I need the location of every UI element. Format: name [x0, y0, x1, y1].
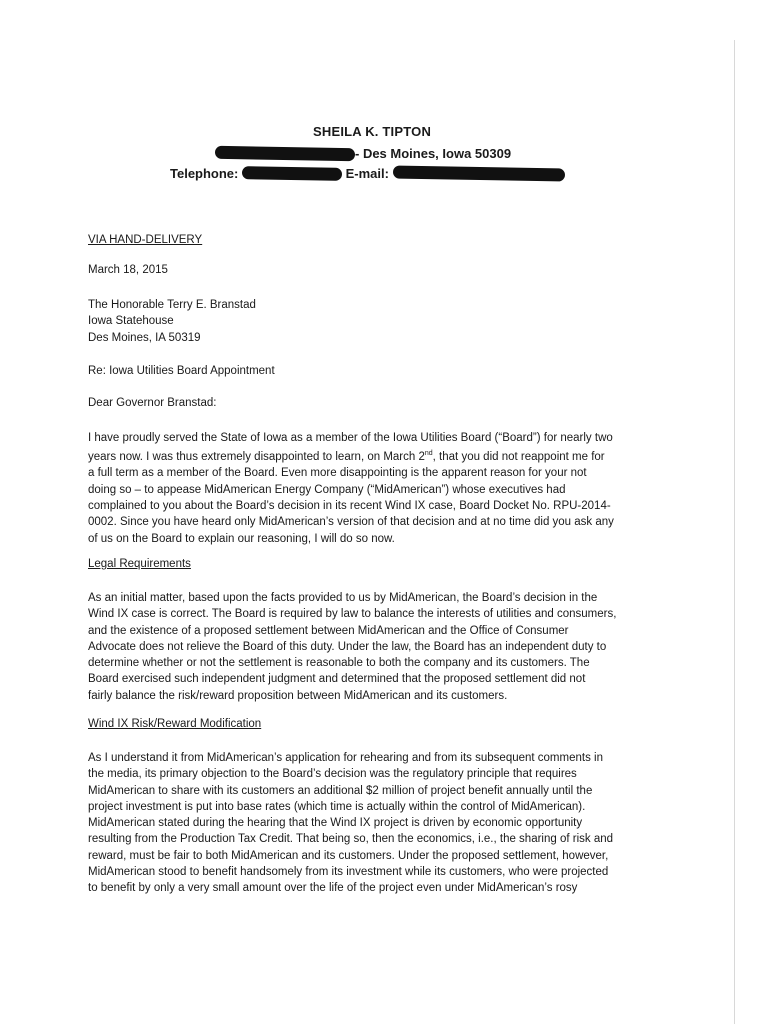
recipient-line3: Des Moines, IA 50319 [88, 331, 201, 344]
sender-city: - Des Moines, Iowa 50309 [355, 146, 512, 161]
redacted-telephone [242, 166, 342, 181]
re-line: Re: Iowa Utilities Board Appointment [88, 365, 275, 377]
redacted-street-address [215, 146, 355, 161]
recipient-name: The Honorable Terry E. Branstad [88, 299, 256, 311]
page-edge-line [734, 40, 735, 1024]
recipient-line2: Iowa Statehouse [88, 315, 174, 328]
letter-date: March 18, 2015 [88, 264, 168, 276]
redacted-email [392, 166, 564, 182]
intro-paragraph: I have proudly served the State of Iowa as a member of the Iowa Utilities Board (“Board”) for nearly two years now. I was thus extremely disappointed to learn, on March 2nd, that you did not reappoint me for a full term as a member of the Board. Even more disappointing is the apparent reason for your not doing so – to appease MidAmerican Energy Company (“MidAmerican”) whose executives had complained to you about the Board’s decision in its recent Wind IX case, Board Docket No. RPU-2014- 0002. Since you have heard only MidAmerican’s version of that decision and at no time did you ask any of us on the Board to explain our reasoning, I will do so now. [88, 432, 614, 545]
sender-address-line [215, 146, 511, 161]
section-heading-legal-requirements: Legal Requirements [88, 558, 191, 570]
wind-ix-paragraph: As I understand it from MidAmerican’s application for rehearing and from its subsequent comments in the media, its primary objection to the Board’s decision was the regulatory principle that requires MidAmerican to share with its customers an additional $2 million of project benefit annually until the project investment is put into base rates (which time is actually within the control of MidAmerican). MidAmerican stated during the hearing that the Wind IX project is driven by economic opportunity resulting from the Production Tax Credit. That being so, then the economics, i.e., the sharing of risk and reward, must be fair to both MidAmerican and its customers. Under the proposed settlement, however, MidAmerican stood to benefit handsomely from its investment while its customers, who were projected to benefit by only a very small amount over the life of the project even under MidAmerican’s rosy [88, 752, 614, 895]
section-heading-wind-ix: Wind IX Risk/Reward Modification [88, 718, 262, 730]
telephone-label: Telephone: [170, 166, 239, 181]
sender-contact-line [170, 166, 565, 181]
sender-name: SHEILA K. TIPTON [313, 124, 432, 139]
legal-requirements-paragraph: As an initial matter, based upon the facts provided to us by MidAmerican, the Board’s decision in the Wind IX case is correct. The Board is required by law to balance the interests of utilities and consumers, and the existence of a proposed settlement between MidAmerican and the Office of Consumer Advocate does not relieve the Board of this duty. Under the law, the Board has an independent duty to determine whether or not the settlement is reasonable to both the company and its customers. The Board exercised such independent judgment and determined that the proposed settlement did not fairly balance the risk/reward proposition between MidAmerican and its customers. [88, 592, 617, 702]
salutation: Dear Governor Branstad: [88, 397, 217, 409]
recipient-address [88, 297, 648, 346]
email-label: E-mail: [345, 166, 389, 181]
delivery-method: VIA HAND-DELIVERY [88, 234, 203, 246]
